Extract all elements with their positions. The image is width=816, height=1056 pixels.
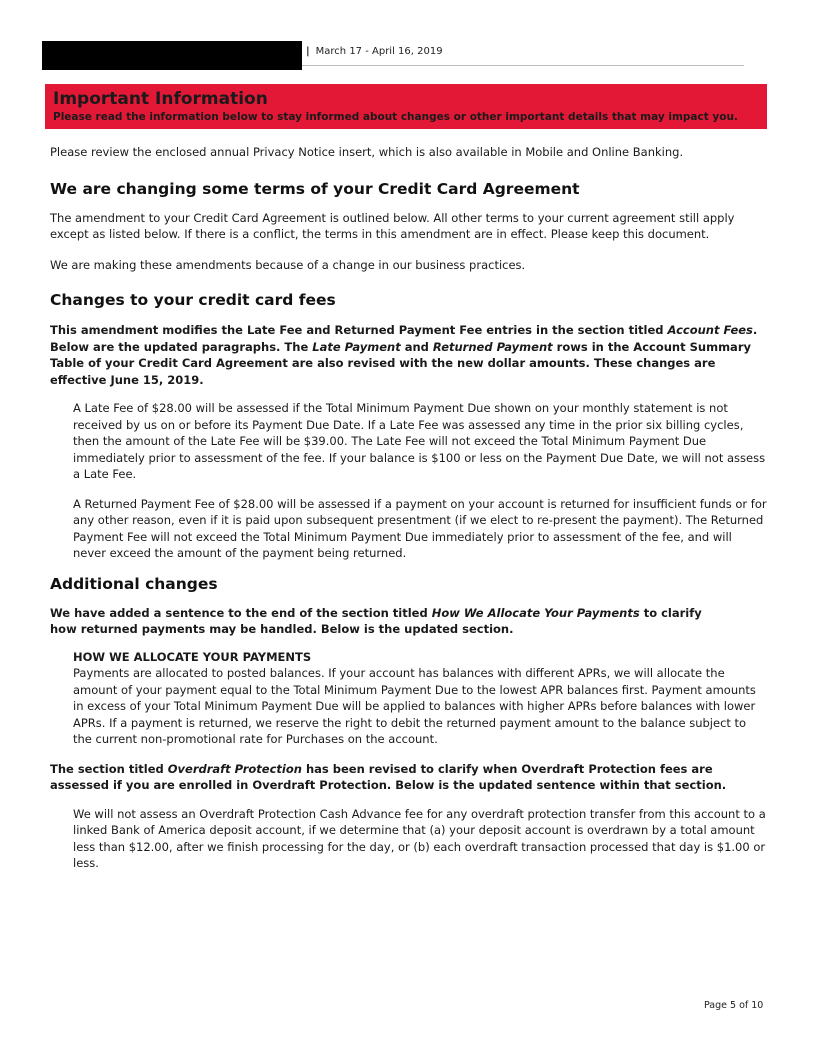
- banner-title: Important Information: [53, 89, 268, 109]
- fees-lead-italic-2: Late Payment: [312, 339, 401, 354]
- banner-subtitle: Please read the information below to stay informed about changes or other important details that may impact you.: [53, 111, 738, 123]
- overdraft-lead-para: [50, 761, 768, 794]
- fees-lead-text-1: This amendment modifies the Late Fee and Returned Payment Fee entries in the section titled: [50, 323, 668, 337]
- amendment-para: The amendment to your Credit Card Agreement is outlined below. All other terms to your current agreement still apply except as listed below. If there is a conflict, the terms in this amendment are in effect. Please keep this document.: [50, 210, 735, 241]
- overdraft-fee-para: We will not assess an Overdraft Protection Cash Advance fee for any overdraft protection transfer from this account to a linked Bank of America deposit account, if we determine that (a) your deposit account is overdrawn by a total amount less than $12.00, after we finish processing for the day, or (b) each overdraft transaction processed that day is $1.00 or less.: [73, 806, 766, 870]
- page-number: Page 5 of 10: [704, 1000, 764, 1011]
- statement-period: [306, 46, 443, 57]
- overdraft-lead-text-1: The section titled: [50, 761, 168, 776]
- fees-lead-italic-1: Account Fees: [667, 323, 753, 337]
- fees-lead-text-3: and: [400, 339, 433, 354]
- important-info-banner: [45, 84, 767, 129]
- statement-date-range: March 17 - April 16, 2019: [315, 46, 443, 57]
- allocation-lead-text-2: to clarify: [639, 605, 702, 620]
- allocation-lead-italic: How We Allocate Your Payments: [431, 605, 640, 620]
- allocation-lead-text-1: We have added a sentence to the end of the section titled: [50, 605, 432, 620]
- fees-lead-text-2: . Below are the updated paragraphs. The: [50, 323, 758, 354]
- privacy-notice-para: Please review the enclosed annual Privacy Notice insert, which is also available in Mobile and Online Banking.: [50, 145, 684, 159]
- section-heading-additional-changes: Additional changes: [50, 574, 218, 593]
- document-body: [50, 144, 768, 872]
- late-fee-para: A Late Fee of $28.00 will be assessed if the Total Minimum Payment Due shown on your monthly statement is not received by us on or before its Payment Due Date. If a Late Fee was assessed any time in the prior six billing cycles, then the amount of the Late Fee will be $39.00. The Late Fee will not exceed the Total Minimum Payment Due immediately prior to assessment of the fee. If your balance is $100 or less on the Payment Due Date, we will not assess a Late Fee.: [73, 401, 766, 481]
- returned-payment-fee-para: A Returned Payment Fee of $28.00 will be assessed if a payment on your account is returned for insufficient funds or for any other reason, even if it is paid upon subsequent presentment (if we elect to re-present the payment). The Returned Payment Fee will not exceed the Total Minimum Payment Due immediately prior to assessment of the fee, and will never exceed the amount of the payment being returned.: [73, 496, 767, 560]
- header-divider: [302, 65, 744, 66]
- section-heading-credit-card-agreement: We are changing some terms of your Credit Card Agreement: [50, 179, 580, 198]
- fees-lead-para: [50, 322, 768, 388]
- fees-lead-text-4: rows in the Account Summary Table of your Credit Card Agreement are also revised with the new dollar amounts. These changes are effective June 15, 2019.: [50, 339, 751, 387]
- allocate-payments-title: HOW WE ALLOCATE YOUR PAYMENTS: [73, 649, 312, 664]
- overdraft-lead-italic: Overdraft Protection: [167, 761, 302, 776]
- header-separator: |: [306, 46, 310, 57]
- allocation-lead-text-3: how returned payments may be handled. Below is the updated section.: [50, 622, 514, 636]
- section-heading-fees: Changes to your credit card fees: [50, 291, 336, 309]
- business-practice-para: We are making these amendments because of a change in our business practices.: [50, 257, 526, 272]
- allocate-payments-body: Payments are allocated to posted balances. If your account has balances with different APRs, we will allocate the amount of your payment equal to the Total Minimum Payment Due to the lowest APR balances first. Payment amounts in excess of your Total Minimum Payment Due will be applied to balances with higher APRs before balances with lower APRs. If a payment is returned, we reserve the right to debit the returned payment amount to the balance subject to the current non-promotional rate for Purchases on the account.: [73, 666, 756, 746]
- header-redacted-bar: [42, 41, 302, 70]
- fees-lead-italic-3: Returned Payment: [432, 339, 553, 354]
- overdraft-lead-text-2: has been revised to clarify when Overdraft Protection fees are assessed if you are enrolled in Overdraft Protection. Below is the updated sentence within that section.: [50, 761, 727, 792]
- allocation-lead-para: [50, 605, 768, 638]
